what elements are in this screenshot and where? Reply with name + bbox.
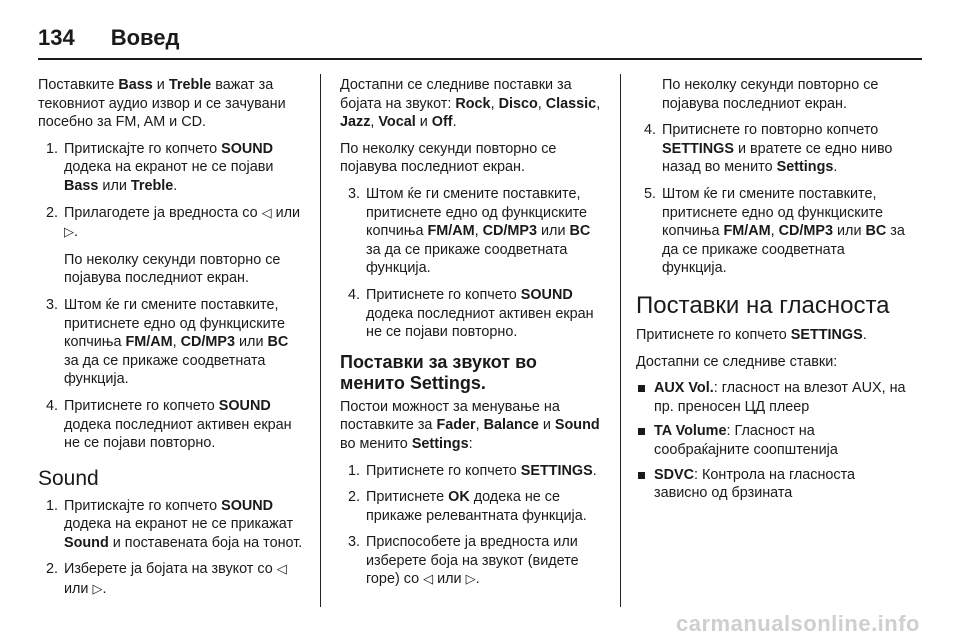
settings-steps-cont: [636, 121, 912, 278]
column-divider-right: [620, 74, 621, 607]
list-item: TA Volume: Гласност на сообраќајните соопштенија: [636, 422, 912, 459]
bass-treble-steps: [38, 140, 304, 453]
volume-items: [636, 379, 912, 503]
list-item: 3. Штом ќе ги смените поставките, притиснете едно од функциските копчиња FM/AM, CD/MP3 или BC за да се прикаже соодветната функција.: [347, 185, 591, 277]
column-divider-left: [320, 74, 321, 607]
list-item: 4. Притиснете го копчето SOUND додека последниот активен екран не се појави повторно.: [347, 286, 594, 341]
column-2: [340, 76, 606, 598]
list-item: 5. Штом ќе ги смените поставките, притиснете едно од функциските копчиња FM/AM, CD/MP3 или BC за да се прикаже соодветната функција.: [643, 185, 905, 277]
volume-intro: Притиснете го копчето SETTINGS.: [636, 326, 867, 343]
list-item: 2. Притиснете OK додека не се прикаже релевантната функција.: [347, 489, 587, 524]
settings-intro: Постои можност за менување на поставките за Fader, Balance и Sound во менито Settings:: [340, 398, 600, 452]
list-item: 2. Изберете ја бојата на звукот со ◁ или ▷.: [45, 561, 287, 598]
list-item: 1. Притискајте го копчето SOUND додека на екранот не се појави Bass или Treble.: [45, 140, 274, 194]
sound-options-paragraph: Достапни се следниве поставки за бојата на звукот: Rock, Disco, Classic, Jazz, Vocal и Off.: [340, 77, 601, 131]
column-3: [636, 76, 912, 509]
right-arrow-icon: ▷: [64, 225, 74, 241]
list-item: 2. Прилагодете ја вредноста со ◁ или ▷. По неколку секунди повторно се појавува последниот екран.: [45, 204, 301, 287]
left-arrow-icon: ◁: [261, 205, 272, 221]
page-number: 134: [38, 25, 75, 50]
volume-heading: Поставки на гласноста: [636, 291, 890, 319]
page-header: [38, 16, 922, 60]
list-item: 1. Притиснете го копчето SETTINGS.: [347, 462, 597, 479]
left-arrow-icon: ◁: [423, 572, 434, 588]
list-item: 4. Притиснете го повторно копчето SETTINGS и вратете се едно ниво назад во менито Settings.: [643, 122, 893, 176]
bullet-icon: [638, 428, 645, 435]
bullet-icon: [638, 472, 645, 479]
return-note: По неколку секунди повторно се појавува последниот екран.: [340, 140, 557, 176]
sound-heading: Sound: [38, 466, 99, 490]
right-arrow-icon: ▷: [465, 572, 476, 588]
watermark: carmanualsonline.info: [676, 611, 920, 636]
page-title: Вовед: [110, 25, 180, 50]
sound-steps-cont: [340, 185, 606, 342]
list-item: 3. Приспособете ја вредноста или изберете боја на звукот (видете горе) со ◁ или ▷.: [347, 534, 579, 588]
list-item: 4. Притиснете го копчето SOUND додека последниот активен екран не се појави повторно.: [45, 397, 292, 452]
left-arrow-icon: ◁: [276, 562, 287, 578]
list-item: AUX Vol.: гласност на влезот AUX, на пр. преносен ЦД плеер: [636, 379, 912, 416]
settings-steps: [340, 462, 606, 591]
list-item: SDVC: Контрола на гласноста зависно од брзината: [636, 466, 912, 503]
items-intro: Достапни се следниве ставки:: [636, 353, 838, 370]
column-1: [38, 76, 304, 608]
list-item: 3. Штом ќе ги смените поставките, притиснете едно од функциските копчиња FM/AM, CD/MP3 или BC за да се прикаже соодветната функција.: [45, 296, 289, 388]
right-arrow-icon: ▷: [92, 582, 103, 598]
intro-paragraph: Поставките Bass и Treble важат за тековниот аудио извор и се зачувани посебно за FM, AM и CD.: [38, 77, 286, 131]
list-item: 1. Притискајте го копчето SOUND додека на екранот не се прикажат Sound и поставената боја на тонот.: [45, 497, 303, 551]
sound-steps: [38, 497, 304, 600]
return-note: По неколку секунди повторно се појавува последниот екран.: [662, 77, 879, 112]
settings-menu-heading: Поставки за звукот во менито Settings.: [340, 351, 537, 393]
bullet-icon: [638, 385, 645, 392]
header-rule: [38, 58, 922, 60]
